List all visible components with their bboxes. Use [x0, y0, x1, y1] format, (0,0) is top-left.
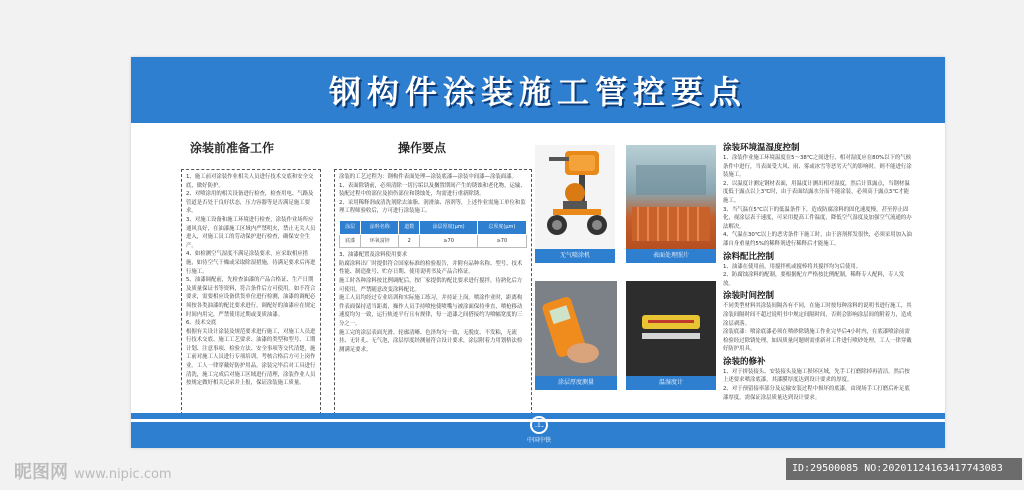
surface-treatment-photo [626, 145, 716, 249]
sprayer-photo [535, 145, 615, 249]
paragraph: 1、施工前对涂装作业相关人员进行技术交底和安全交底，做好防护。 [186, 174, 314, 189]
paragraph: 根据有关设计涂装及规范要求进行施工，对施工人员进行技术交底、施工工艺要求、油漆的类型和型号、工期计划、注意事项、检验方法、安全事项等交代清楚，施工前对施工人员进行专项培训，考核合格后方可上岗作业。工人一律穿戴好防护用品，涂装完毕后对工具进行清洗，施工完成后对施工区域进行清理，涂装作业人员按规定做好相关记录并上报，保证涂装施工质量。 [186, 328, 316, 387]
paragraph: 施工完的涂层表面光滑、轮廓清晰、色泽均匀一致，无脱皮、不发粘，无流挂、无针孔、无气泡，涂层厚度经测量符合设计要求，涂层附着力用划格法检测满足要求。 [339, 329, 523, 353]
table-header-cell: 涂料名称 [361, 220, 399, 234]
photo-caption-surface: 表面处理照片 [626, 249, 716, 263]
workshop-icon [626, 145, 716, 249]
paragraph: 1、表面除锈前，必须清除一切污垢以及搁置期间产生的锈蚀和老化物，运输、装配过程中的部位及损伤部位和锈蚀处，均需进行重新除锈。 [339, 182, 526, 198]
image-id-bar: ID:29500085 NO:20201124163417743083 [786, 458, 1022, 480]
prep-heading: 涂装前准备工作 [190, 141, 275, 155]
paragraph: 2、采用稀释剂或清洗剂除去油脂、润滑油、溶剂等，上述作业需施工单位和监理工程师验收后，方可进行涂装施工。 [339, 199, 526, 215]
paragraph: 2、对于预留接率部分及运输安装过程中损坏的底漆，由现场手工打磨后补足底漆厚度，需保证涂层质量达到设计要求。 [723, 386, 910, 401]
paragraph: 不同类型材料其涂装间隔各有不同，在施工时按每种涂料的说明书进行施工，其涂装间隔时间不超过说明书中规定间隔时间，否则会影响涂层间的附着力，造成涂层剥落。 [723, 303, 912, 327]
env-text-box [719, 137, 917, 415]
logo-text: 中国中铁 [526, 437, 551, 444]
table-cell: ≥70 [477, 234, 526, 248]
thermometer-icon [626, 281, 716, 376]
watermark-url: www.nipic.com [74, 467, 172, 482]
photo-caption-thermometer: 温湿度计 [626, 376, 716, 390]
paragraph: 施工人员均经过专业培训和实际施工练习，并持证上岗。喷涂作业时，距离构件表面保持适当距离，操作人员手持喷枪使喷嘴与被涂面保持垂直，喷枪移动速度均匀一致，运行轨迹平行且有规律，每一道漆之间搭接约为喷幅宽度的三分之一。 [339, 295, 523, 327]
section-heading: 涂料配比控制 [723, 251, 775, 262]
ops-text-box [334, 169, 532, 415]
table-row [340, 234, 527, 248]
company-logo [523, 414, 555, 446]
paragraph: 涂装底漆：喷涂底漆必须在喷砂除锈施工作业完毕后4小时内，在底漆喷涂前需检验经过除锈处理，如因质量问题则需重新对工件进行喷砂处理，工人一律穿戴好防护用具。 [723, 329, 912, 353]
watermark-brand: 昵图网 [14, 462, 68, 483]
board-title: 钢构件涂装施工管控要点 [328, 73, 747, 111]
table-cell: 底漆 [340, 234, 361, 248]
title-banner [131, 57, 945, 123]
table-cell: 2 [399, 234, 420, 248]
thickness-gauge-icon [535, 281, 617, 376]
section-heading: 涂装环境温湿度控制 [723, 143, 800, 153]
photo-caption-sprayer: 无气喷涂机 [535, 249, 615, 263]
table-header-cell: 涂层 [340, 220, 361, 234]
table-cell: ≥70 [420, 234, 477, 248]
paragraph: 施工时各种涂料按比例调配后，按厂家提供的配比要求进行搅拌，待熟化后方可使用，严禁随意改变涂料配比。 [339, 277, 523, 293]
paragraph: 1、油漆在使用前，用搅拌机或搅棒将其搅拌均匀后使用。 [723, 263, 862, 270]
prep-text-box [181, 169, 321, 415]
table-header-cell: 道数 [399, 220, 420, 234]
section-heading: 涂装的修补 [723, 356, 766, 367]
coating-spec-table [339, 220, 527, 248]
paragraph: 3、油漆配置及涂料使用要求 [339, 252, 408, 259]
paragraph: 2、以温度计测定钢材表面，用温度计测出相对湿度，然后计算露点，当钢材温度低于露点以上3℃时，由于表面结露水分而不能涂装，必须高于露点3℃才能施工。 [723, 180, 910, 204]
table-header-cell: 总厚度(μm) [477, 220, 526, 234]
board-panel [131, 57, 945, 448]
photo-caption-thickness: 涂层厚度测量 [535, 376, 617, 390]
paragraph: 2、对喷涂用的相关设备进行检查，检查用电、气路及管道是否处于良好状态，压力容器等是否满足施工要求。 [186, 191, 314, 215]
table-cell: 环氧富锌 [361, 234, 399, 248]
paragraph: 3、对施工设备和施工环境进行检查，涂装作业场所应通风良好，在油漆施工区域内严禁明火，禁止无关人员进入，对施工员工的劳动保护进行检查，确保安全生产。 [186, 216, 316, 249]
paragraph: 涂装的工艺过程为：钢构件表面处理—涂装底漆—涂装中间漆—涂装面漆。 [339, 174, 517, 180]
paragraph: 防腐涂料出厂时提供符合国家标准的检验报告，并附有品种名称、型号、技术性能、制造批号、贮存日期、使用说明书及产品合格证。 [339, 260, 523, 276]
thermometer-photo [626, 281, 716, 376]
paragraph: 4、气温在30℃以上的恶劣条件下施工时，由于溶剂挥发很快，必须采用加入油漆自身重量约5%的稀释剂进行稀释后才能施工。 [723, 232, 912, 247]
sprayer-icon [535, 145, 615, 249]
paragraph: 1、涂装作业施工环境温度在5～38℃之间进行，相对湿度应在80%以下的气候条件中进行，当表面受大风、雨、雾或冰雪等恶劣天气的影响时，则不能进行涂装施工。 [723, 155, 912, 179]
ops-heading: 操作要点 [398, 141, 447, 155]
paragraph: 3、当气温在5℃以下的低温条件下，造成防腐涂料的固化速度慢，甚至停止固化，视涂层表干速度，可采用提高工件温度，降低空气湿度及加强空气流通的办法解决。 [723, 206, 912, 230]
section-heading: 涂装时间控制 [723, 291, 775, 302]
table-header-cell: 涂层厚度(μm) [420, 220, 477, 234]
thickness-gauge-photo [535, 281, 617, 376]
crec-logo-icon: 工 [530, 416, 548, 434]
paragraph: 2、防腐蚀涂料的配制，要根据配方严格按比例配制，稀释专人配料，专人发放。 [723, 272, 905, 287]
paragraph: 4、如检测空气湿度不满足涂装要求，应采取相应措施，如待空气干燥或采取除湿措施，待满足要求后再进行施工。 [186, 251, 316, 275]
paragraph: 1、对于拼装接头、安装接头及施工损坏区域，先手工打磨除掉再清洁，然后按上述要求喷涂底漆，其漆膜厚度达到设计要求的厚度。 [723, 368, 910, 384]
paragraph: 6、技术交底 [186, 320, 217, 327]
paragraph: 5、油漆调配前，先检查油漆的产品合格证、生产日期及质量保证书等资料，符合条件后方可使用。如不符合要求，需要相应设备供货单位进行检测，油漆的调配必须按各类油漆的配比要求进行，调配好的油漆应在规定时间内用完，严禁使用过期或变质油漆。 [186, 277, 316, 318]
site-watermark [14, 458, 172, 484]
